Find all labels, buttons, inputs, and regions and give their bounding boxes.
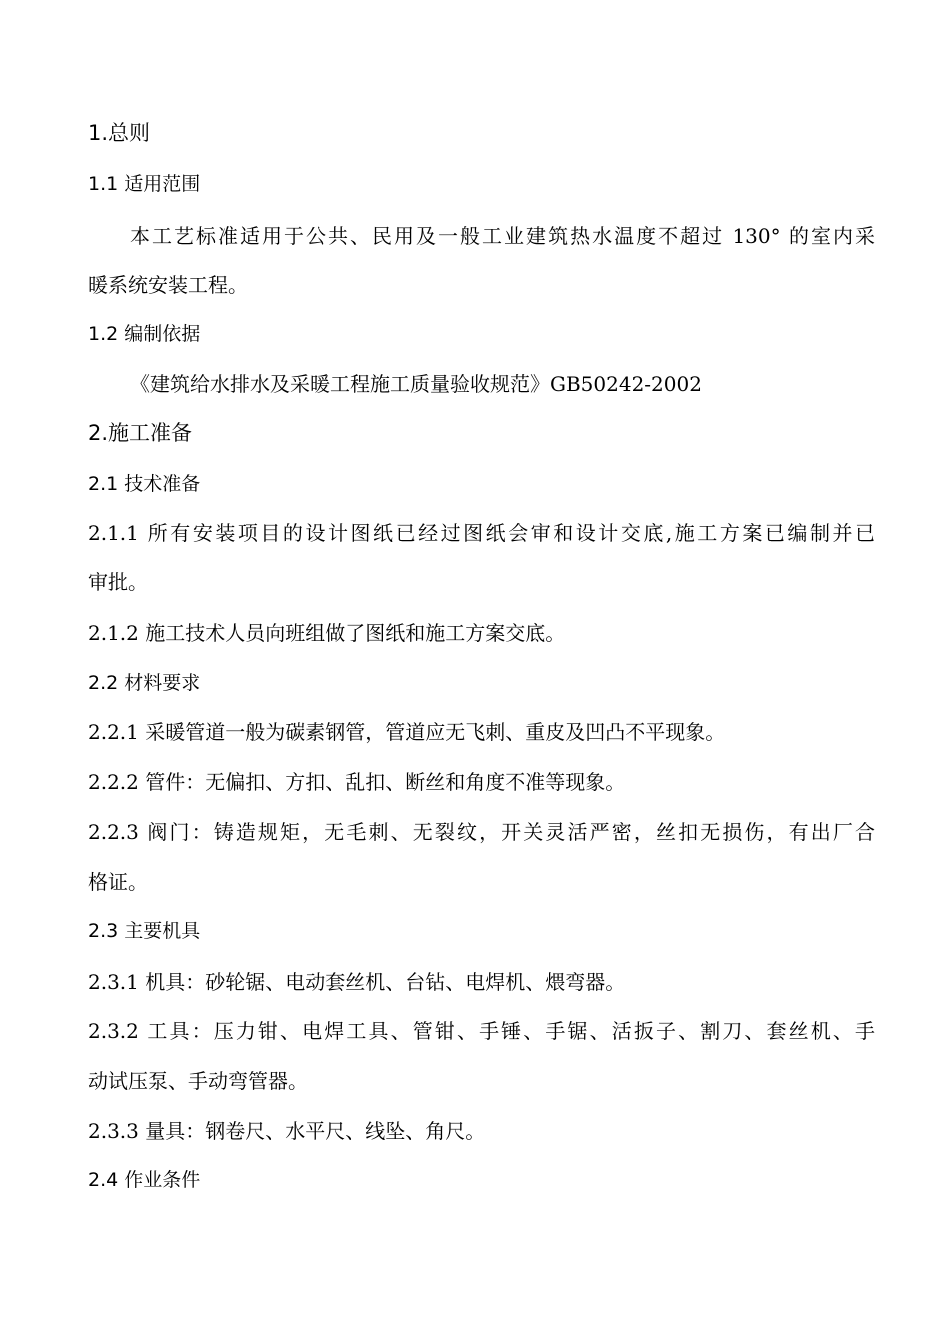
item-2-3-3: 2.3.3 量具：钢卷尺、水平尺、线坠、角尺。 — [88, 1119, 486, 1143]
subsection-heading-tools: 2.3 主要机具 — [88, 920, 201, 942]
item-2-2-3-line-1: 2.2.3 阀门：铸造规矩，无毛刺、无裂纹，开关灵活严密，丝扣无损伤，有出厂合 — [88, 820, 875, 844]
item-2-1-2: 2.1.2 施工技术人员向班组做了图纸和施工方案交底。 — [88, 621, 566, 645]
subsection-heading-basis: 1.2 编制依据 — [88, 323, 201, 345]
section-heading-general: 1.总则 — [88, 121, 151, 145]
subsection-heading-conditions: 2.4 作业条件 — [88, 1169, 201, 1191]
item-2-2-2: 2.2.2 管件：无偏扣、方扣、乱扣、断丝和角度不准等现象。 — [88, 770, 626, 794]
paragraph-scope-line-2: 暖系统安装工程。 — [88, 273, 248, 297]
item-2-1-1-line-1: 2.1.1 所有安装项目的设计图纸已经过图纸会审和设计交底,施工方案已编制并已 — [88, 521, 875, 545]
paragraph-scope-line-1: 本工艺标准适用于公共、民用及一般工业建筑热水温度不超过 130° 的室内采 — [130, 224, 875, 248]
section-heading-preparation: 2.施工准备 — [88, 421, 193, 445]
item-2-1-1-line-2: 审批。 — [88, 570, 148, 594]
item-2-2-3-line-2: 格证。 — [88, 870, 148, 894]
item-2-2-1: 2.2.1 采暖管道一般为碳素钢管，管道应无飞刺、重皮及凹凸不平现象。 — [88, 720, 726, 744]
paragraph-basis: 《建筑给水排水及采暖工程施工质量验收规范》GB50242-2002 — [130, 372, 702, 396]
subsection-heading-technical: 2.1 技术准备 — [88, 473, 201, 495]
item-2-3-2-line-1: 2.3.2 工具：压力钳、电焊工具、管钳、手锤、手锯、活扳子、割刀、套丝机、手 — [88, 1019, 875, 1043]
item-2-3-2-line-2: 动试压泵、手动弯管器。 — [88, 1069, 308, 1093]
subsection-heading-scope: 1.1 适用范围 — [88, 173, 201, 195]
subsection-heading-materials: 2.2 材料要求 — [88, 672, 201, 694]
item-2-3-1: 2.3.1 机具：砂轮锯、电动套丝机、台钻、电焊机、煨弯器。 — [88, 970, 626, 994]
